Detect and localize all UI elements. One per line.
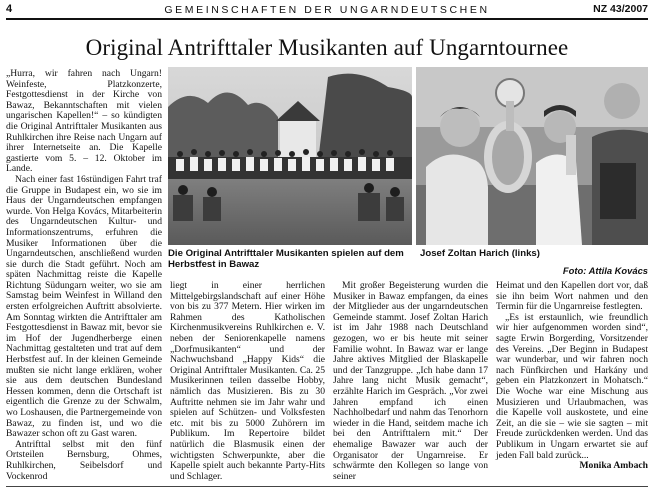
bottom-rule (6, 486, 648, 487)
article-column-2 (170, 281, 325, 482)
paragraph: Antrifttal selbst mit den fünf Ortsteilen Bernsburg, Ohmes, Ruhlkirchen, Seibelsdorf und Vockenrod (6, 438, 162, 482)
paragraph: liegt in einer herrlichen Mittelgebirgslandschaft auf einer Höhe von bis zu 377 Metern. Hier wirken im Rahmen des Katholischen Kirchenmusikvereins Ruhlkirchen e. V. neben der Seniorenkapelle namens „Dorfmusikanten“ und der Nachwuchsband „Happy Kids“ die Original Antrifttaler Musikanten. Ca. 25 Musikerinnen teilen dasselbe Hobby, nämlich das Musizieren. Bis zu 30 Auftritte nehmen sie im Jahr wahr und spielen auf Schützen- und Volksfesten etc. mit bis zu 5000 Zuhörern im Publikum. Im Repertoire bildet natürlich die Blasmusik einen der wichtigsten Schwerpunkte, aber die Kapelle spielt auch bekannte Party-Hits und Schlager. (170, 280, 325, 482)
issue-number: NZ 43/2007 (593, 3, 648, 15)
band-photo-image (168, 67, 412, 245)
header-rule (6, 18, 648, 20)
page-number: 4 (6, 3, 13, 15)
article-headline: Original Antrifttaler Musikanten auf Ungarntournee (85, 35, 569, 60)
photo-credit: Foto: Attila Kovács (562, 265, 648, 276)
caption-harich-photo: Josef Zoltan Harich (links) (420, 248, 540, 259)
caption-band-photo: Die Original Antrifttaler Musikanten spielen auf dem Herbstfest in Bawaz (168, 248, 404, 270)
article-column-1 (6, 69, 162, 482)
author-signature: Monika Ambach (579, 460, 648, 472)
paragraph: Mit großer Begeisterung wurden die Musiker in Bawaz empfangen, da eines der Mitglieder aus der ungarndeutschen Gemeinde stammt. Josef Zoltan Harich ist im Jahr 1988 nach Deutschland gezogen, wo er bis heute mit seiner Familie wohnt. In Bawaz war er lange Jahre aktives Mitglied der Blaskapelle und der Tanzgruppe. „Ich habe dann 17 Jahre lang nicht Musik gemacht“, erzählte Harich im Gespräch. „Vor zwei Jahren empfand ich einen Nachholbedarf und nahm das Tenorhorn wieder in die Hand, seitdem mache ich bei den Antrifttalern mit.“ Der ehemalige Bawazer war auch der Organisator der Ungarnreise. Er schwärmte den Kollegen so lange von seiner (333, 280, 488, 482)
paragraph: „Hurra, wir fahren nach Ungarn! Weinfeste, Platzkonzerte, Festgottesdienst in der Kirche von Bawaz, Bekanntschaften mit vielen ungarischen Kapellen!“ – so kündigten die Original Antrifttaler Musikanten aus Ruhlkirchen ihre Reise nach Ungarn auf ihrer Internetseite an. Die Kapelle gastierte vom 5. – 12. Oktober im Lande. (6, 68, 162, 175)
photo-josef-zoltan-harich (416, 67, 648, 245)
article-column-4 (496, 281, 648, 472)
photo-band-at-festival (168, 67, 412, 245)
paragraph: „Es ist erstaunlich, wie freundlich wir hier aufgenommen worden sind“, sagte Erwin Borgerding, Vorsitzender des Vereins. „Der Beginn in Budapest war wunderbar, und wir fahren noch nach Fünfkirchen und Harkány und geben ein Platzkonzert in Mohatsch.“ Die Woche war eine Mischung aus Musizieren und Urlaubmachen, was die Kapelle voll auskostete, und eine Zeit, an die sie – wie sie sagten – mit Freude zurückdenken werden. Und das Publikum in Ungarn erwartet sie auf jeden Fall bald zurück... (496, 311, 648, 461)
harich-photo-image (416, 67, 648, 245)
page-header (6, 3, 648, 17)
article-column-3 (333, 281, 488, 482)
paragraph: Heimat und den Kapellen dort vor, daß sie ihn beim Wort nahmen und den Termin für die Ungarnreise festlegten. (496, 280, 648, 313)
section-title: GEMEINSCHAFTEN DER UNGARNDEUTSCHEN (164, 4, 490, 16)
paragraph: Nach einer fast 16stündigen Fahrt traf die Gruppe in Budapest ein, wo sie im Haus der Ungarndeutschen empfangen wurde. Von Helga Kovács, Mitarbeiterin des Ungarndeutschen Kultur- und Informationszentrums, erfuhren die Musiker Informationen über die Ungarndeutschen, anschließend wurden sie durch die Stadt geführt. Noch am späten Nachmittag reiste die Kapelle Richtung Südungarn weiter, wo sie am Samstag beim Weinfest in Willand den ersten erfolgreichen Auftritt absolvierte. Am Sonntag wirkten die Antrifttaler am Festgottesdienst in Bawaz mit, bevor sie im Hof der Jugendherberge einen Nachmittag gestalteten und trat auf dem Herbstfest auf. In der kleinen Gemeinde mußten sie nicht lange erklären, woher sie aus dem deutschen Bundesland Hessen kommen, denn die Ortschaft ist eigentlich die Grenze zu der Schwalm, wo Loshausen, die Partnergemeinde von Bawaz, zu finden ist, und wo die Bawazer schon oft zu Gast waren. (6, 173, 162, 440)
